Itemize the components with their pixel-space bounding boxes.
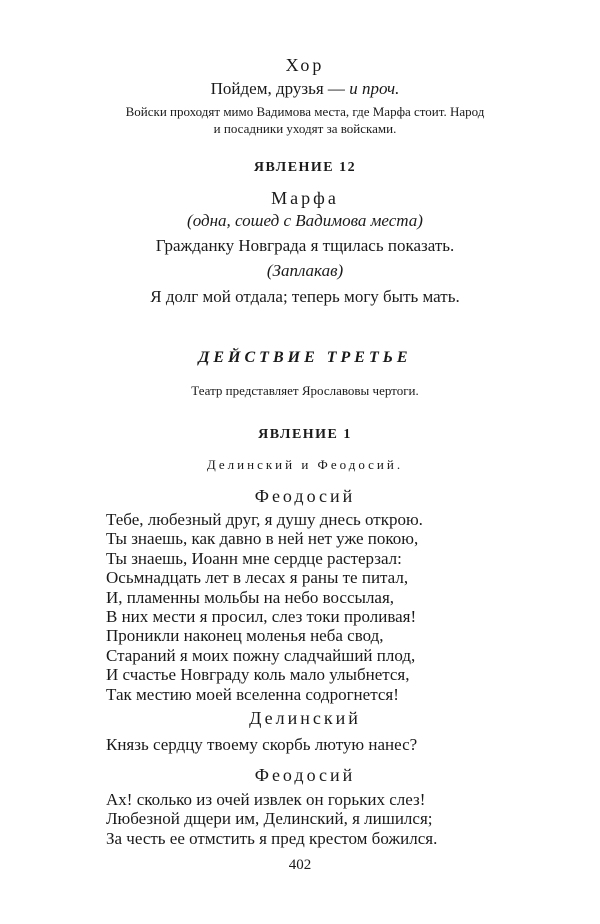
verse-line: И счастье Новграду коль мало улыбнется, bbox=[106, 665, 410, 685]
verse-line: Любезной дщери им, Делинский, я лишился; bbox=[106, 809, 433, 829]
verse-line: В них мести я просил, слез токи проливая! bbox=[106, 607, 417, 627]
scene-1-heading: ЯВЛЕНИЕ 1 bbox=[258, 427, 352, 442]
stage-direction-line-1: Войски проходят мимо Вадимова места, где Марфа стоит. Народ bbox=[125, 104, 485, 119]
verse-line: Ах! сколько из очей извлек он горьких слез! bbox=[106, 790, 426, 809]
stage-direction bbox=[40, 103, 570, 137]
delinskiy-speech bbox=[106, 735, 566, 754]
speaker-feodosiy-1: Феодосий bbox=[254, 486, 356, 506]
marfa-direction-1: (одна, сошед с Вадимова места) bbox=[187, 211, 423, 230]
verse-line: Ты знаешь, Иоанн мне сердце растерзал: bbox=[106, 548, 402, 568]
act-3-setting: Театр представляет Ярославовы чертоги. bbox=[191, 383, 419, 398]
verse-line: Князь сердцу твоему скорбь лютую нанес? bbox=[106, 735, 418, 754]
verse-line: Тебе, любезный друг, я душу днесь открою. bbox=[106, 510, 423, 529]
speaker-delinskiy: Делинский bbox=[249, 708, 361, 728]
chorus-line-text: Пойдем, друзья — bbox=[210, 79, 345, 98]
chorus-line bbox=[60, 79, 550, 99]
speaker-marfa: Марфа bbox=[271, 188, 339, 208]
verse-line: Так местию моей вселенна содрогнется! bbox=[106, 684, 399, 704]
verse-line: Осьмнадцать лет в лесах я раны те питал, bbox=[106, 568, 409, 588]
page-number: 402 bbox=[288, 857, 312, 873]
feodosiy-speech-1 bbox=[106, 510, 566, 704]
chorus-line-etc: и проч. bbox=[349, 79, 400, 98]
marfa-direction-2: (Заплакав) bbox=[266, 261, 344, 280]
verse-line: Стараний я моих пожну сладчайший плод, bbox=[106, 645, 416, 665]
speaker-chorus: Хор bbox=[285, 55, 325, 75]
scene-1-characters: Делинский и Феодосий. bbox=[206, 457, 404, 472]
stage-direction-line-2: и посадники уходят за войсками. bbox=[213, 121, 397, 136]
speaker-feodosiy-2: Феодосий bbox=[254, 765, 356, 785]
marfa-line-2: Я долг мой отдала; теперь могу быть мать. bbox=[150, 287, 460, 306]
verse-line: Ты знаешь, как давно в ней нет уже покою, bbox=[106, 529, 419, 549]
marfa-line-1: Гражданку Новграда я тщилась показать. bbox=[155, 236, 455, 255]
feodosiy-speech-2 bbox=[106, 790, 566, 848]
act-3-title: ДЕЙСТВИЕ ТРЕТЬЕ bbox=[198, 349, 412, 366]
verse-line: За честь ее отмстить я пред крестом божился. bbox=[106, 828, 438, 848]
scene-12-heading: ЯВЛЕНИЕ 12 bbox=[253, 160, 357, 175]
verse-line: И, пламенны мольбы на небо воссылая, bbox=[106, 587, 395, 607]
verse-line: Проникли наконец моленья неба свод, bbox=[106, 626, 384, 646]
